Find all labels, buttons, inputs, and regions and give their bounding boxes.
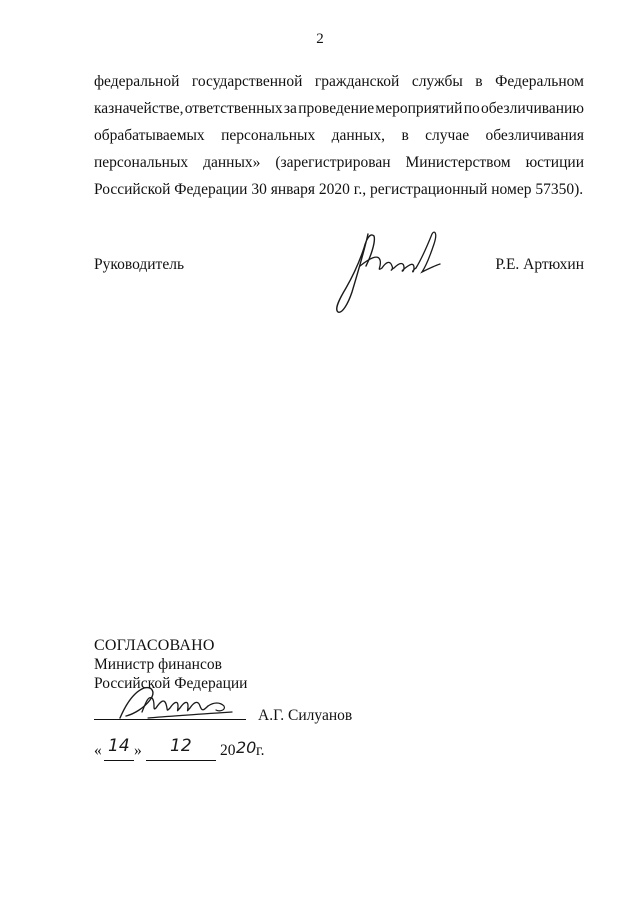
word: обрабатываемых (94, 127, 205, 144)
word: данных, (331, 127, 386, 144)
approval-title: СОГЛАСОВАНО (94, 637, 215, 654)
word: проведение (298, 100, 375, 117)
word: юстиции (525, 154, 584, 171)
word: персональных (221, 127, 316, 144)
word: обезличиванию (481, 100, 584, 117)
body-paragraph (94, 68, 584, 203)
paragraph-line-3 (94, 122, 584, 149)
word: государственной (191, 73, 303, 90)
word: федеральной (94, 73, 180, 90)
approval-date (94, 736, 294, 766)
word: Министерством (405, 154, 511, 171)
page-number: 2 (316, 31, 324, 47)
date-year-end: г. (256, 742, 265, 759)
approval-position-line-2: Российской Федерации (94, 675, 248, 692)
date-month: 12 (170, 736, 192, 756)
paragraph-line-4 (94, 149, 584, 176)
word: в (475, 73, 483, 90)
word: службы (411, 73, 463, 90)
word: обезличивания (485, 127, 584, 144)
date-open-quote: « (94, 742, 102, 759)
word: случае (425, 127, 470, 144)
word: по (463, 100, 480, 117)
word: Федеральном (495, 73, 584, 90)
word: гражданской (314, 73, 400, 90)
minister-name: А.Г. Силуанов (258, 707, 353, 724)
word: мероприятий (375, 100, 463, 117)
word: персональных (94, 154, 189, 171)
word: ответственных (184, 100, 283, 117)
paragraph-line-2 (94, 95, 584, 122)
word: Российской Федерации 30 января 2020 г., регистрационный номер 57350). (94, 181, 584, 198)
approval-position-line-1: Министр финансов (94, 656, 222, 673)
signatory-name: Р.Е. Артюхин (495, 256, 584, 273)
word: за (283, 100, 297, 117)
date-close-quote: » (134, 742, 142, 759)
word: казначействе, (94, 100, 184, 117)
handwritten-signature-icon (330, 222, 450, 322)
date-year-suffix: 20 (236, 738, 257, 757)
paragraph-line-1 (94, 68, 584, 95)
word: (зарегистрирован (275, 154, 391, 171)
handwritten-signature-icon (112, 682, 237, 724)
word: в (401, 127, 409, 144)
word: данных» (203, 154, 261, 171)
paragraph-line-5 (94, 176, 584, 203)
signatory-role: Руководитель (94, 256, 185, 273)
date-year-prefix: 20 (220, 742, 236, 759)
date-day: 14 (108, 736, 130, 756)
